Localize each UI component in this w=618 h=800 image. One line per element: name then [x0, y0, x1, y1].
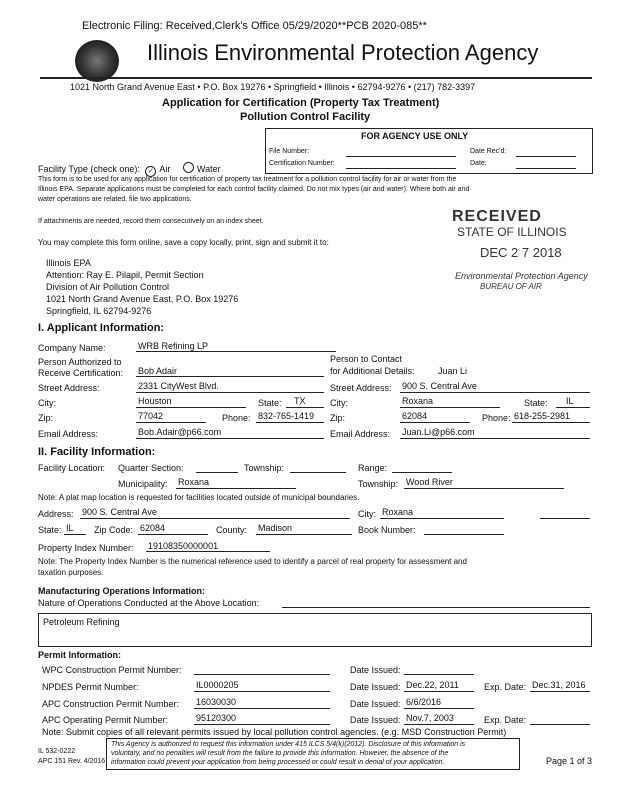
- contact-person-value[interactable]: Juan Li: [438, 366, 468, 376]
- range-label: Range:: [358, 463, 388, 473]
- township2-label: Township:: [358, 479, 399, 489]
- facility-type: [38, 162, 221, 177]
- company-name-field: [136, 351, 336, 352]
- nature-of-operations-value: Petroleum Refining: [43, 617, 120, 627]
- mail-to-line: Attention: Ray E. Pilapil, Permit Section: [46, 270, 204, 280]
- received-stamp-bureau: BUREAU OF AIR: [480, 282, 542, 291]
- phone2-field: [512, 422, 590, 423]
- zip-value[interactable]: 77042: [138, 411, 164, 421]
- street2-field: [400, 392, 590, 393]
- auth-person-label-2: Receive Certification:: [38, 368, 124, 378]
- facility-state-value[interactable]: IL: [66, 523, 74, 533]
- submit-instructions: You may complete this form online, save a copy locally, print, sign and submit it to:: [38, 238, 329, 247]
- nature-of-operations-label: Nature of Operations Conducted at the Above Location:: [38, 598, 260, 608]
- auth-person-value[interactable]: Bob Adair: [138, 366, 178, 376]
- zip2-label: Zip:: [330, 413, 346, 423]
- section-2-heading: II. Facility Information:: [38, 446, 156, 458]
- disclaimer-line-2: voluntary, and no penalties will result from the failure to provide this information. However, the absence of the: [111, 750, 449, 757]
- apcop-exp-field: [530, 724, 590, 725]
- apcop-date-label: Date Issued:: [350, 715, 401, 725]
- county-label: County:: [216, 525, 248, 535]
- mail-to-line: Springfield, IL 62794-9276: [46, 306, 152, 316]
- illinois-seal-icon: [75, 40, 119, 82]
- email2-value[interactable]: Juan.Li@p66.com: [402, 427, 475, 437]
- npdes-permit-field: [194, 691, 330, 692]
- apc-construction-label: APC Construction Permit Number:: [42, 699, 180, 709]
- received-stamp-state: STATE OF ILLINOIS: [457, 225, 567, 239]
- county-value[interactable]: Madison: [258, 523, 293, 533]
- npdes-exp-field: [530, 691, 590, 692]
- disclaimer-box: [106, 738, 520, 770]
- zip-field: [136, 422, 206, 423]
- facility-location-label: Facility Location:: [38, 463, 106, 473]
- wpc-permit-field: [194, 674, 330, 675]
- form-code-1: IL 532-0222: [38, 748, 76, 755]
- facility-type-label: Facility Type (check one):: [38, 164, 140, 174]
- state-value[interactable]: TX: [294, 396, 306, 406]
- quarter-section-field[interactable]: [196, 472, 238, 473]
- quarter-section-label: Quarter Section:: [118, 463, 184, 473]
- zip2-value[interactable]: 62084: [402, 411, 428, 421]
- apc-operating-value[interactable]: 95120300: [196, 713, 237, 723]
- book-number-field[interactable]: [424, 534, 504, 535]
- auth-person-label-1: Person Authorized to: [38, 357, 122, 367]
- air-radio[interactable]: ✓: [145, 166, 156, 177]
- facility-city-value[interactable]: Roxana: [382, 507, 414, 517]
- water-label: Water: [196, 164, 221, 174]
- form-code-2: APC 151 Rev. 4/2016: [38, 758, 106, 765]
- header-divider: [40, 77, 592, 79]
- apc-operating-field: [194, 724, 330, 725]
- form-title: Application for Certification (Property Tax Treatment): [162, 97, 440, 109]
- permit-note: Note: Submit copies of all relevant permits issued by local pollution control agencies. (e.g. MSD Construction Permit): [42, 727, 507, 737]
- received-stamp-date: DEC 2 7 2018: [480, 245, 562, 260]
- mail-to-line: 1021 North Grand Avenue East, P.O. Box 19276: [46, 294, 239, 304]
- agency-use-box: [265, 128, 593, 174]
- npdes-exp-value[interactable]: Dec.31, 2016: [532, 680, 586, 690]
- state2-value[interactable]: IL: [566, 396, 574, 406]
- email-label: Email Address:: [38, 429, 99, 439]
- facility-extra-field[interactable]: [540, 518, 590, 519]
- phone2-value[interactable]: 618-255-2981: [514, 411, 571, 421]
- email-field: [136, 438, 324, 439]
- agency-name: Illinois Environmental Protection Agency: [147, 40, 539, 65]
- company-name-label: Company Name:: [38, 343, 106, 353]
- facility-address-field: [80, 518, 350, 519]
- city2-value[interactable]: Roxana: [402, 396, 434, 406]
- agency-address: 1021 North Grand Avenue East • P.O. Box 19276 • Springfield • Illinois • 62794-9276 • (217) 782-3397: [70, 82, 476, 92]
- book-number-label: Book Number:: [358, 525, 416, 535]
- date-recd-field[interactable]: [516, 156, 576, 157]
- township-label: Township:: [244, 463, 285, 473]
- facility-state-field: [64, 534, 86, 535]
- pin-note-2: taxation purposes.: [38, 568, 104, 577]
- phone-label: Phone:: [222, 413, 251, 423]
- street2-label: Street Address:: [330, 383, 392, 393]
- email-value[interactable]: Bob.Adair@p66.com: [138, 427, 222, 437]
- npdes-permit-label: NPDES Permit Number:: [42, 682, 139, 692]
- email2-field: [400, 438, 590, 439]
- agency-use-title: FOR AGENCY USE ONLY: [361, 131, 469, 141]
- facility-address-value[interactable]: 900 S. Central Ave: [82, 507, 157, 517]
- apc-date-value[interactable]: 6/6/2016: [406, 697, 442, 707]
- wpc-date-label: Date Issued:: [350, 665, 401, 675]
- date-label: Date:: [470, 160, 487, 167]
- apcop-date-value[interactable]: Nov.7, 2003: [406, 713, 454, 723]
- company-name-value[interactable]: WRB Refining LP: [138, 341, 209, 351]
- contact-person-label-2: for Additional Details:: [330, 366, 415, 376]
- mail-to-line: Illinois EPA: [46, 258, 91, 268]
- facility-city-field: [380, 518, 504, 519]
- state2-label: State:: [524, 398, 548, 408]
- email2-label: Email Address:: [330, 429, 391, 439]
- disclaimer-line-3: information could prevent your application from being processed or could result in denial of your application.: [111, 759, 445, 766]
- street-label: Street Address:: [38, 383, 100, 393]
- npdes-permit-value[interactable]: IL0000205: [196, 680, 239, 690]
- npdes-date-label: Date Issued:: [350, 682, 401, 692]
- form-subtitle: Pollution Control Facility: [240, 111, 371, 123]
- cert-number-label: Certification Number:: [269, 160, 335, 167]
- manufacturing-heading: Manufacturing Operations Information:: [38, 586, 206, 596]
- npdes-date-value[interactable]: Dec.22, 2011: [406, 680, 459, 690]
- township2-value[interactable]: Wood River: [406, 477, 453, 487]
- mail-to-line: Division of Air Pollution Control: [46, 282, 170, 292]
- permit-heading: Permit Information:: [38, 650, 122, 660]
- plat-map-note: Note: A plat map location is requested for facilities located outside of municipal boundaries.: [38, 493, 360, 502]
- street2-value[interactable]: 900 S. Central Ave: [402, 381, 477, 391]
- municipality-label: Municipality:: [118, 479, 168, 489]
- received-stamp-agency: Environmental Protection Agency: [455, 271, 588, 281]
- attachments-note: If attachments are needed, record them consecutively on an index sheet.: [38, 218, 264, 225]
- city-label: City:: [38, 398, 56, 408]
- apc-operating-label: APC Operating Permit Number:: [42, 715, 169, 725]
- air-label: Air: [159, 164, 171, 174]
- apc-construction-field: [194, 708, 330, 709]
- date-recd-label: Date Rec'd:: [470, 148, 507, 155]
- city2-field: [400, 407, 500, 408]
- county-field: [256, 534, 352, 535]
- phone-value[interactable]: 832-765-1419: [258, 411, 315, 421]
- street-value[interactable]: 2331 CityWest Blvd.: [138, 381, 219, 391]
- npdes-date-field: [404, 691, 474, 692]
- npdes-exp-label: Exp. Date:: [484, 682, 527, 692]
- state-field: [286, 407, 324, 408]
- filing-stamp: Electronic Filing: Received,Clerk's Office 05/29/2020**PCB 2020-085**: [82, 20, 427, 32]
- received-stamp-title: RECEIVED: [452, 208, 542, 225]
- cert-number-field[interactable]: [346, 168, 456, 169]
- zip-label: Zip:: [38, 413, 54, 423]
- facility-address-label: Address:: [38, 509, 74, 519]
- pin-note-1: Note: The Property Index Number is the numerical reference used to identify a parcel of real property for assessment and: [38, 557, 467, 566]
- file-number-field[interactable]: [346, 156, 456, 157]
- facility-zip-label: Zip Code:: [94, 525, 134, 535]
- apc-date-label: Date Issued:: [350, 699, 401, 709]
- city2-label: City:: [330, 398, 348, 408]
- section-1-heading: I. Applicant Information:: [38, 322, 165, 334]
- nature-of-operations-field[interactable]: [38, 613, 592, 647]
- apcop-date-field: [404, 724, 474, 725]
- apc-date-field: [404, 708, 474, 709]
- file-number-label: File Number:: [269, 148, 310, 155]
- pin-value[interactable]: 19108350000001: [148, 541, 219, 551]
- auth-person-field: [136, 376, 324, 377]
- water-radio[interactable]: [183, 162, 194, 173]
- municipality-value[interactable]: Roxana: [178, 477, 210, 487]
- township2-field: [404, 488, 564, 489]
- disclaimer-line-1: This Agency is authorized to request this information under 415 ILCS 5/4(k)(2012). Disclosure of this information is: [111, 741, 466, 748]
- intro-text-2: Illinois EPA. Separate applications must be completed for each control facility claimed. Do not mix types (air and water). Where both air and: [38, 186, 470, 193]
- apc-construction-value[interactable]: 16030030: [196, 697, 237, 707]
- township-field[interactable]: [290, 472, 346, 473]
- date-field[interactable]: [516, 168, 576, 169]
- pin-label: Property Index Number:: [38, 543, 134, 553]
- phone2-label: Phone:: [482, 413, 511, 423]
- pin-field: [146, 551, 270, 552]
- page-number: Page 1 of 3: [546, 756, 593, 766]
- facility-zip-value[interactable]: 62084: [140, 523, 166, 533]
- range-field[interactable]: [392, 472, 452, 473]
- municipality-field: [176, 488, 296, 489]
- wpc-date-field: [404, 674, 474, 675]
- nature-header-line: [282, 607, 590, 608]
- intro-text-1: This form is to be used for any application for certification of property tax treatment for a pollution control facility for air or water from the: [38, 176, 457, 183]
- facility-state-label: State:: [38, 525, 62, 535]
- apcop-exp-label: Exp. Date:: [484, 715, 527, 725]
- street-field: [136, 392, 324, 393]
- city-value[interactable]: Houston: [138, 396, 172, 406]
- intro-text-3: water operations are related, file two applications.: [38, 196, 192, 203]
- zip2-field: [400, 422, 470, 423]
- facility-zip-field: [138, 534, 208, 535]
- state2-field: [556, 407, 590, 408]
- city-field: [136, 407, 246, 408]
- wpc-permit-label: WPC Construction Permit Number:: [42, 665, 182, 675]
- state-label: State:: [258, 398, 282, 408]
- facility-city-label: City:: [358, 509, 376, 519]
- contact-person-label-1: Person to Contact: [330, 354, 403, 364]
- phone-field: [256, 422, 324, 423]
